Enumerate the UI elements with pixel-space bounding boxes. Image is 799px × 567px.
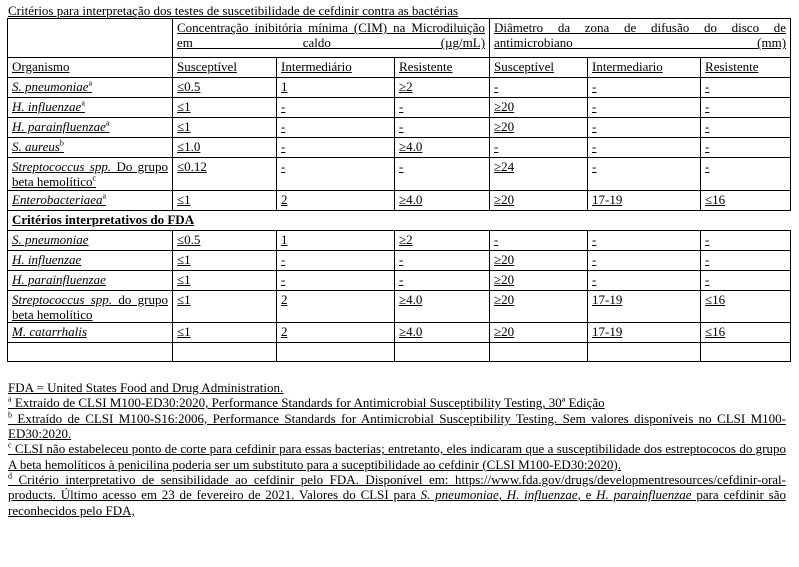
- mic-resistant-cell: -: [395, 118, 490, 138]
- empty-cell: [395, 343, 490, 362]
- mic-intermediate-cell: 1: [277, 78, 395, 98]
- organism-cell: Enterobacteriaea$^a$: [8, 190, 173, 210]
- zone-intermediate-cell: -: [588, 98, 701, 118]
- footnotes: [8, 380, 786, 518]
- col-mic-intermediate: Intermediário: [277, 58, 395, 78]
- zone-susceptible-cell: ≥20: [490, 250, 588, 270]
- table-row: [8, 138, 791, 158]
- zone-intermediate-cell: 17-19: [588, 290, 701, 323]
- organism-cell: H. parainfluenzae$^a$: [8, 118, 173, 138]
- zone-resistant-cell: -: [701, 270, 791, 290]
- zone-susceptible-cell: ≥20: [490, 190, 588, 210]
- zone-resistant-cell: -: [701, 250, 791, 270]
- zone-susceptible-cell: ≥20: [490, 118, 588, 138]
- zone-resistant-cell: -: [701, 158, 791, 191]
- zone-resistant-cell: ≤16: [701, 190, 791, 210]
- zone-susceptible-cell: ≥24: [490, 158, 588, 191]
- empty-cell: [701, 343, 791, 362]
- zone-susceptible-cell: -: [490, 78, 588, 98]
- mic-intermediate-cell: -: [277, 118, 395, 138]
- table-row: [8, 98, 791, 118]
- organism-cell: H. influenzae$^a$: [8, 98, 173, 118]
- mic-intermediate-cell: -: [277, 250, 395, 270]
- zone-susceptible-cell: ≥20: [490, 290, 588, 323]
- col-mic-resistant: Resistente: [395, 58, 490, 78]
- mic-susceptible-cell: ≤1: [173, 190, 277, 210]
- organism-cell: M. catarrhalis: [8, 323, 173, 343]
- zone-intermediate-cell: 17-19: [588, 190, 701, 210]
- zone-group-header: Diâmetro da zona de difusão do disco de antimicrobiano (mm): [490, 19, 791, 58]
- organism-cell: H. influenzae: [8, 250, 173, 270]
- zone-intermediate-cell: -: [588, 118, 701, 138]
- table-row: [8, 118, 791, 138]
- mic-resistant-cell: ≥4.0: [395, 323, 490, 343]
- zone-intermediate-cell: 17-19: [588, 323, 701, 343]
- zone-resistant-cell: ≤16: [701, 323, 791, 343]
- mic-intermediate-cell: 2: [277, 290, 395, 323]
- col-mic-susceptible: Susceptível: [173, 58, 277, 78]
- header-columns-row: [8, 58, 791, 78]
- mic-resistant-cell: ≥2: [395, 230, 490, 250]
- mic-susceptible-cell: ≤1: [173, 98, 277, 118]
- empty-cell: [173, 343, 277, 362]
- zone-intermediate-cell: -: [588, 138, 701, 158]
- header-empty-cell: [8, 19, 173, 58]
- mic-susceptible-cell: ≤0.5: [173, 78, 277, 98]
- zone-resistant-cell: -: [701, 78, 791, 98]
- mic-intermediate-cell: -: [277, 158, 395, 191]
- table-row: [8, 270, 791, 290]
- mic-resistant-cell: -: [395, 270, 490, 290]
- organism-cell: S. pneumoniae$^a$: [8, 78, 173, 98]
- zone-resistant-cell: -: [701, 138, 791, 158]
- footnote-c: $^c$ CLSI não estabeleceu ponto de corte para cefdinir para essas bacterias; entretanto, eles indicaram que a susceptibilidade dos estreptococos do grupo A beta hemolíticos à penicilina poderia ser um substituto para a suceptibilidade ao cefdinir (CLSI M100-ED30:2020).: [8, 440, 786, 472]
- organism-cell: Streptococcus spp. do grupo beta hemolítico: [8, 290, 173, 323]
- table-row: [8, 78, 791, 98]
- table-row: [8, 290, 791, 323]
- empty-cell: [588, 343, 701, 362]
- mic-resistant-cell: ≥4.0: [395, 190, 490, 210]
- mic-intermediate-cell: -: [277, 138, 395, 158]
- susceptibility-table: [7, 18, 791, 362]
- mic-intermediate-cell: 2: [277, 190, 395, 210]
- organism-cell: S. aureus$^b$: [8, 138, 173, 158]
- mic-intermediate-cell: 1: [277, 230, 395, 250]
- zone-susceptible-cell: -: [490, 230, 588, 250]
- zone-susceptible-cell: ≥20: [490, 323, 588, 343]
- zone-resistant-cell: -: [701, 118, 791, 138]
- mic-resistant-cell: ≥4.0: [395, 290, 490, 323]
- table-row: [8, 250, 791, 270]
- zone-susceptible-cell: ≥20: [490, 270, 588, 290]
- zone-intermediate-cell: -: [588, 270, 701, 290]
- col-zone-intermediate: Intermediario: [588, 58, 701, 78]
- fda-heading-row: [8, 210, 791, 230]
- mic-resistant-cell: -: [395, 98, 490, 118]
- mic-resistant-cell: ≥4.0: [395, 138, 490, 158]
- mic-intermediate-cell: -: [277, 270, 395, 290]
- zone-resistant-cell: -: [701, 98, 791, 118]
- col-organism: Organismo: [8, 58, 173, 78]
- table-row: [8, 158, 791, 191]
- empty-row: [8, 343, 791, 362]
- zone-intermediate-cell: -: [588, 230, 701, 250]
- zone-susceptible-cell: ≥20: [490, 98, 588, 118]
- mic-intermediate-cell: -: [277, 98, 395, 118]
- mic-susceptible-cell: ≤1: [173, 290, 277, 323]
- col-zone-resistant: Resistente: [701, 58, 791, 78]
- footnote-fda: FDA = United States Food and Drug Administration.: [8, 380, 284, 395]
- table-row: [8, 190, 791, 210]
- organism-cell: H. parainfluenzae: [8, 270, 173, 290]
- mic-susceptible-cell: ≤1.0: [173, 138, 277, 158]
- zone-resistant-cell: -: [701, 230, 791, 250]
- mic-resistant-cell: -: [395, 158, 490, 191]
- fda-heading: Critérios interpretativos do FDA: [8, 210, 791, 230]
- empty-cell: [8, 343, 173, 362]
- col-zone-susceptible: Susceptível: [490, 58, 588, 78]
- mic-susceptible-cell: ≤1: [173, 270, 277, 290]
- zone-intermediate-cell: -: [588, 250, 701, 270]
- mic-resistant-cell: -: [395, 250, 490, 270]
- footnote-d: $^d$ Critério interpretativo de sensibilidade ao cefdinir pelo FDA. Disponível em: https://www.fda.gov/drugs/developmentresources/cefdinir-oral-products. Último acesso em 23 de fevereiro de 2021. Valores do CLSI para S. pneumoniae, H. influenzae, e H. parainfluenzae para cefdinir são reconhecidos pelo FDA,: [8, 471, 786, 518]
- header-group-row: [8, 19, 791, 58]
- mic-susceptible-cell: ≤1: [173, 250, 277, 270]
- mic-group-header: Concentração inibitória mínima (CIM) na Microdiluição em caldo (µg/mL): [173, 19, 490, 58]
- empty-cell: [277, 343, 395, 362]
- organism-cell: Streptococcus spp. Do grupo beta hemolítico$^c$: [8, 158, 173, 191]
- mic-intermediate-cell: 2: [277, 323, 395, 343]
- table-caption: Critérios para interpretação dos testes de suscetibilidade de cefdinir contra as bactérias: [8, 3, 459, 18]
- table-row: [8, 323, 791, 343]
- zone-susceptible-cell: -: [490, 138, 588, 158]
- organism-cell: S. pneumoniae: [8, 230, 173, 250]
- footnote-a: $^a$ Extraído de CLSI M100-ED30:2020, Performance Standards for Antimicrobial Susceptibility Testing, 30ª Edição: [8, 395, 605, 411]
- zone-intermediate-cell: -: [588, 78, 701, 98]
- footnote-b: $^b$ Extraído de CLSI M100-S16:2006, Performance Standards for Antimicrobial Susceptibility Testing. Sem valores disponíveis no CLSI M100-ED30:2020.: [8, 410, 786, 441]
- mic-susceptible-cell: ≤0.5: [173, 230, 277, 250]
- mic-resistant-cell: ≥2: [395, 78, 490, 98]
- table-row: [8, 230, 791, 250]
- zone-resistant-cell: ≤16: [701, 290, 791, 323]
- mic-susceptible-cell: ≤1: [173, 323, 277, 343]
- mic-susceptible-cell: ≤0.12: [173, 158, 277, 191]
- zone-intermediate-cell: -: [588, 158, 701, 191]
- mic-susceptible-cell: ≤1: [173, 118, 277, 138]
- empty-cell: [490, 343, 588, 362]
